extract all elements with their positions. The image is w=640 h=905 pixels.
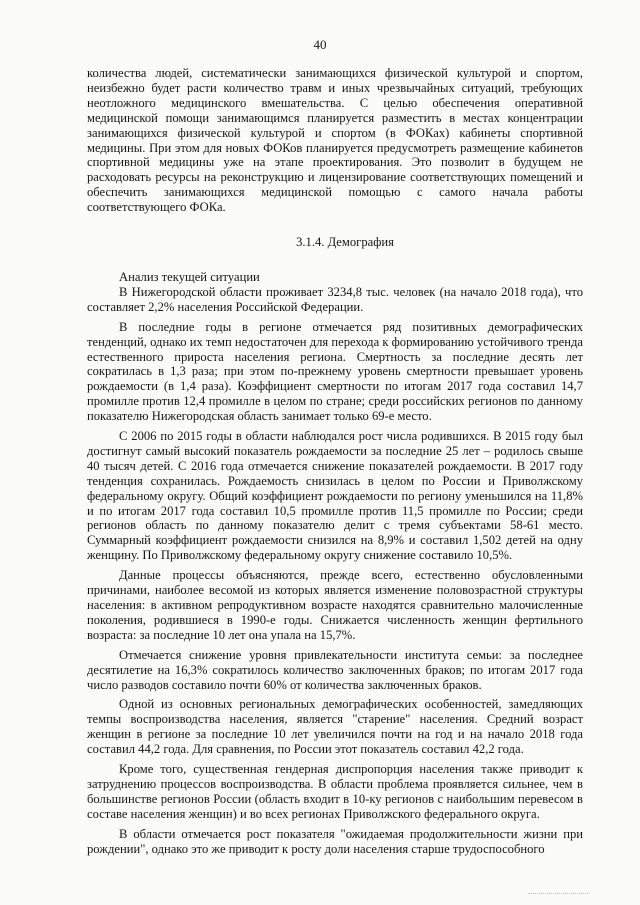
scan-artifact: [528, 893, 588, 898]
paragraph-family: Отмечается снижение уровня привлекательности института семьи: за последнее десятилетие на 16,3% сократилось количество заключенных браков; по итогам 2017 года число разводов составило почти 60% от количества заключенных браков.: [87, 647, 583, 692]
paragraph-aging: Одной из основных региональных демографических особенностей, замедляющих темпы воспроизводства населения, является "старение" населения. Средний возраст женщин в регионе за последние 10 лет увеличился почти на год и на начало 2018 года составил 44,2 года. Для сравнения, по России этот показатель составил 42,2 года.: [87, 697, 583, 757]
paragraph-causes: Данные процессы объясняются, прежде всего, естественно обусловленными причинами, наиболее весомой из которых является изменение половозрастной структуры населения: в активном репродуктивном возрасте находятся сравнительно малочисленные поколения, родившиеся в 1990-е годы. Снижается численность женщин фертильного возраста: за последние 10 лет она упала на 15,7%.: [87, 568, 583, 642]
paragraph-gender: Кроме того, существенная гендерная диспропорция населения также приводит к затруднению процессов воспроизводства. В области проблема проявляется сильнее, чем в большинстве регионов России (область входит в 10-ку регионов с наибольшим перевесом в составе населения женщин) и во всех регионах Приволжского федерального округа.: [87, 762, 583, 821]
subsection-title: Анализ текущей ситуации: [119, 269, 260, 284]
paragraph-continued: количества людей, систематически занимающихся физической культурой и спортом, неизбежно будет расти количество травм и иных чрезвычайных ситуаций, требующих неотложного медицинского вмешательства. С целью обеспечения оперативной медицинской помощи занимающимся планируется разместить в местах концентрации занимающихся физической культурой и спортом (в ФОКах) кабинеты спортивной медицины. При этом для новых ФОКов планируется предусмотреть размещение кабинетов спортивной медицины уже на этапе проектирования. Это позволит в будущем не расходовать ресурсы на реконструкцию и лицензирование соответствующих помещений и обеспечить занимающихся медицинской помощью с самого начала работы соответствующего ФОКа.: [87, 66, 583, 215]
page-number: 40: [313, 37, 327, 52]
paragraph-life-expectancy: В области отмечается рост показателя "ожидаемая продолжительности жизни при рождении", однако это же приводит к росту доли населения старше трудоспособного: [87, 826, 583, 856]
document-body: [87, 66, 583, 857]
paragraph-population: В Нижегородской области проживает 3234,8 тыс. человек (на начало 2018 года), что составляет 2,2% населения Российской Федерации.: [87, 284, 583, 314]
section-heading: 3.1.4. Демография: [296, 235, 394, 250]
paragraph-births: С 2006 по 2015 годы в области наблюдался рост числа родившихся. В 2015 году был достигнут самый высокий показатель рождаемости за последние 25 лет – родилось свыше 40 тысяч детей. С 2016 года отмечается снижение показателей рождаемости. В 2017 году тенденция сохранилась. Рождаемость снизилась в целом по России и Приволжскому федеральному округу. Общий коэффициент рождаемости по региону уменьшился на 11,8% и по итогам 2017 года составил 10,5 промилле против 11,5 промилле по России; среди регионов область по данному показателю делит с тремя субъектами 58-61 место. Суммарный коэффициент рождаемости снизился на 8,9% и составил 1,502 детей на одну женщину. По Приволжскому федеральному округу снижение составило 10,5%.: [87, 429, 583, 563]
paragraph-trends: В последние годы в регионе отмечается ряд позитивных демографических тенденций, однако их темп недостаточен для перехода к формированию устойчивого тренда естественного прироста населения региона. Смертность за последние десять лет сократилась в 1,3 раза; при этом по-прежнему уровень смертности превышает уровень рождаемости (в 1,4 раза). Коэффициент смертности по итогам 2017 года составил 14,7 промилле против 12,4 промилле в целом по стране; среди российских регионов по данному показателю Нижегородская область занимает только 69-е место.: [87, 319, 583, 424]
